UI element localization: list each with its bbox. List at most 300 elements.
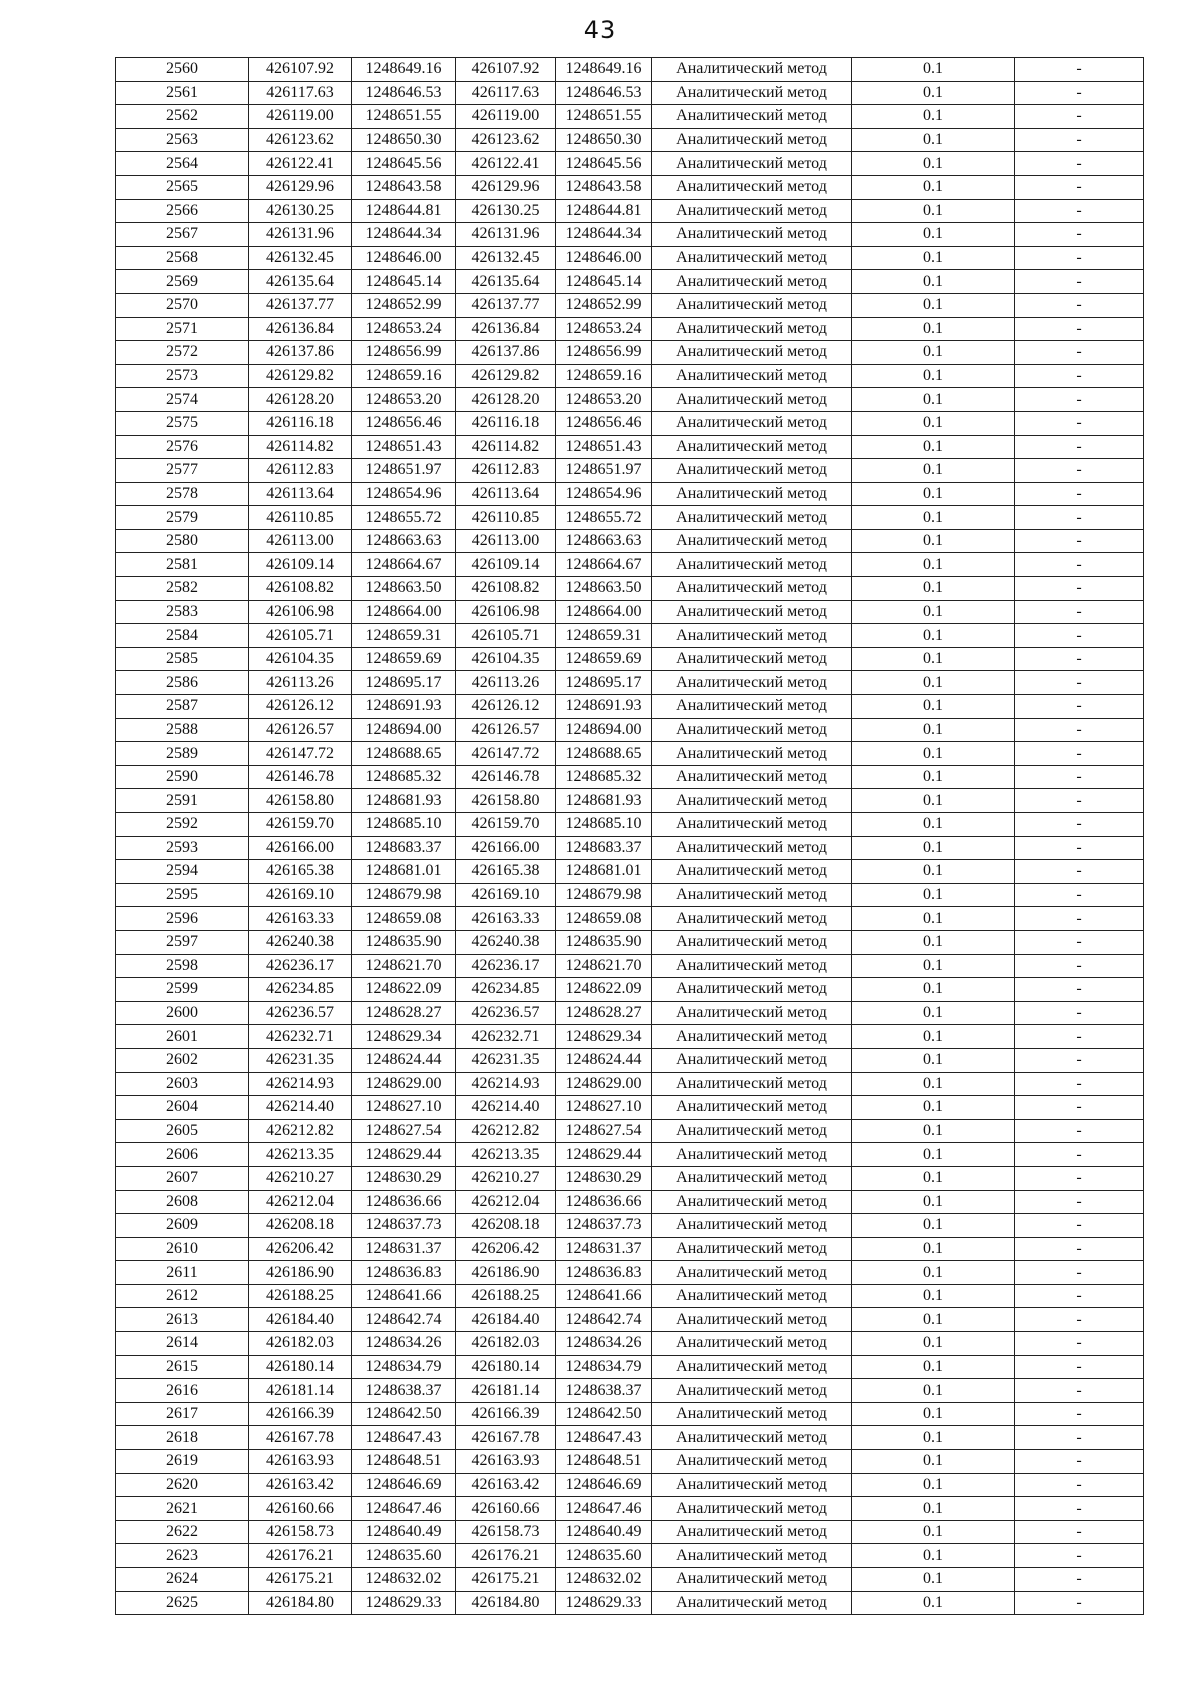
y1-cell: 1248636.66 [352,1190,456,1214]
point-number-cell: 2564 [116,152,249,176]
point-number-cell: 2600 [116,1001,249,1025]
point-number-cell: 2582 [116,577,249,601]
point-number-cell: 2593 [116,836,249,860]
x1-cell: 426137.77 [249,293,352,317]
accuracy-cell: 0.1 [852,883,1015,907]
method-cell: Аналитический метод [652,1284,852,1308]
table-row [116,270,1144,294]
accuracy-cell: 0.1 [852,1001,1015,1025]
x2-cell: 426136.84 [456,317,556,341]
accuracy-cell: 0.1 [852,1214,1015,1238]
table-row [116,1568,1144,1592]
y1-cell: 1248659.08 [352,907,456,931]
y2-cell: 1248629.44 [556,1143,652,1167]
x2-cell: 426137.77 [456,293,556,317]
method-cell: Аналитический метод [652,954,852,978]
method-cell: Аналитический метод [652,1096,852,1120]
method-cell: Аналитический метод [652,1025,852,1049]
method-cell: Аналитический метод [652,388,852,412]
method-cell: Аналитический метод [652,1332,852,1356]
x2-cell: 426128.20 [456,388,556,412]
accuracy-cell: 0.1 [852,1332,1015,1356]
y2-cell: 1248681.01 [556,860,652,884]
y1-cell: 1248681.93 [352,789,456,813]
point-number-cell: 2621 [116,1497,249,1521]
table-row [116,1119,1144,1143]
method-cell: Аналитический метод [652,1143,852,1167]
method-cell: Аналитический метод [652,317,852,341]
y1-cell: 1248656.46 [352,411,456,435]
note-cell: - [1015,742,1144,766]
accuracy-cell: 0.1 [852,81,1015,105]
point-number-cell: 2616 [116,1379,249,1403]
x2-cell: 426214.93 [456,1072,556,1096]
accuracy-cell: 0.1 [852,718,1015,742]
table-row [116,1402,1144,1426]
note-cell: - [1015,199,1144,223]
x1-cell: 426175.21 [249,1568,352,1592]
x2-cell: 426117.63 [456,81,556,105]
x1-cell: 426186.90 [249,1261,352,1285]
x1-cell: 426214.93 [249,1072,352,1096]
note-cell: - [1015,553,1144,577]
method-cell: Аналитический метод [652,1190,852,1214]
x2-cell: 426146.78 [456,765,556,789]
x2-cell: 426182.03 [456,1332,556,1356]
x2-cell: 426109.14 [456,553,556,577]
accuracy-cell: 0.1 [852,58,1015,82]
y1-cell: 1248653.24 [352,317,456,341]
point-number-cell: 2603 [116,1072,249,1096]
accuracy-cell: 0.1 [852,930,1015,954]
table-row [116,624,1144,648]
x1-cell: 426234.85 [249,978,352,1002]
x1-cell: 426165.38 [249,860,352,884]
x2-cell: 426105.71 [456,624,556,648]
note-cell: - [1015,836,1144,860]
y1-cell: 1248635.90 [352,930,456,954]
x1-cell: 426137.86 [249,341,352,365]
table-row [116,388,1144,412]
table-body [116,58,1144,1615]
method-cell: Аналитический метод [652,1426,852,1450]
note-cell: - [1015,1473,1144,1497]
point-number-cell: 2611 [116,1261,249,1285]
y1-cell: 1248679.98 [352,883,456,907]
x1-cell: 426147.72 [249,742,352,766]
accuracy-cell: 0.1 [852,128,1015,152]
point-number-cell: 2624 [116,1568,249,1592]
point-number-cell: 2569 [116,270,249,294]
x1-cell: 426129.96 [249,175,352,199]
point-number-cell: 2588 [116,718,249,742]
method-cell: Аналитический метод [652,1520,852,1544]
table-row [116,1072,1144,1096]
accuracy-cell: 0.1 [852,624,1015,648]
y2-cell: 1248651.55 [556,105,652,129]
x1-cell: 426166.00 [249,836,352,860]
note-cell: - [1015,1450,1144,1474]
method-cell: Аналитический метод [652,553,852,577]
x1-cell: 426135.64 [249,270,352,294]
x1-cell: 426163.93 [249,1450,352,1474]
point-number-cell: 2575 [116,411,249,435]
y1-cell: 1248627.10 [352,1096,456,1120]
y1-cell: 1248640.49 [352,1520,456,1544]
x2-cell: 426169.10 [456,883,556,907]
accuracy-cell: 0.1 [852,1355,1015,1379]
x1-cell: 426166.39 [249,1402,352,1426]
y2-cell: 1248629.34 [556,1025,652,1049]
note-cell: - [1015,671,1144,695]
method-cell: Аналитический метод [652,1048,852,1072]
note-cell: - [1015,765,1144,789]
table-row [116,411,1144,435]
y2-cell: 1248632.02 [556,1568,652,1592]
x2-cell: 426181.14 [456,1379,556,1403]
note-cell: - [1015,1119,1144,1143]
method-cell: Аналитический метод [652,671,852,695]
accuracy-cell: 0.1 [852,341,1015,365]
x2-cell: 426212.82 [456,1119,556,1143]
y2-cell: 1248629.33 [556,1591,652,1615]
table-row [116,1591,1144,1615]
x2-cell: 426236.17 [456,954,556,978]
x1-cell: 426236.57 [249,1001,352,1025]
x1-cell: 426163.42 [249,1473,352,1497]
table-row [116,553,1144,577]
x2-cell: 426160.66 [456,1497,556,1521]
table-row [116,1308,1144,1332]
method-cell: Аналитический метод [652,341,852,365]
accuracy-cell: 0.1 [852,1119,1015,1143]
y2-cell: 1248650.30 [556,128,652,152]
table-row [116,529,1144,553]
point-number-cell: 2599 [116,978,249,1002]
x2-cell: 426135.64 [456,270,556,294]
method-cell: Аналитический метод [652,1591,852,1615]
accuracy-cell: 0.1 [852,199,1015,223]
method-cell: Аналитический метод [652,742,852,766]
method-cell: Аналитический метод [652,695,852,719]
point-number-cell: 2565 [116,175,249,199]
accuracy-cell: 0.1 [852,1402,1015,1426]
point-number-cell: 2607 [116,1166,249,1190]
point-number-cell: 2617 [116,1402,249,1426]
table-row [116,1379,1144,1403]
x1-cell: 426108.82 [249,577,352,601]
note-cell: - [1015,1284,1144,1308]
y2-cell: 1248651.43 [556,435,652,459]
y1-cell: 1248644.34 [352,223,456,247]
table-row [116,978,1144,1002]
x2-cell: 426180.14 [456,1355,556,1379]
y1-cell: 1248647.43 [352,1426,456,1450]
table-row [116,1544,1144,1568]
y1-cell: 1248621.70 [352,954,456,978]
point-number-cell: 2604 [116,1096,249,1120]
accuracy-cell: 0.1 [852,1379,1015,1403]
note-cell: - [1015,1072,1144,1096]
y2-cell: 1248653.20 [556,388,652,412]
x2-cell: 426116.18 [456,411,556,435]
accuracy-cell: 0.1 [852,293,1015,317]
y1-cell: 1248646.53 [352,81,456,105]
point-number-cell: 2596 [116,907,249,931]
y1-cell: 1248694.00 [352,718,456,742]
table-row [116,671,1144,695]
point-number-cell: 2605 [116,1119,249,1143]
y2-cell: 1248694.00 [556,718,652,742]
x2-cell: 426137.86 [456,341,556,365]
point-number-cell: 2614 [116,1332,249,1356]
x1-cell: 426130.25 [249,199,352,223]
accuracy-cell: 0.1 [852,1261,1015,1285]
y1-cell: 1248632.02 [352,1568,456,1592]
point-number-cell: 2601 [116,1025,249,1049]
page-number: 43 [583,16,617,44]
x2-cell: 426119.00 [456,105,556,129]
accuracy-cell: 0.1 [852,105,1015,129]
point-number-cell: 2567 [116,223,249,247]
accuracy-cell: 0.1 [852,600,1015,624]
method-cell: Аналитический метод [652,813,852,837]
y2-cell: 1248630.29 [556,1166,652,1190]
table-row [116,506,1144,530]
y1-cell: 1248634.26 [352,1332,456,1356]
method-cell: Аналитический метод [652,1473,852,1497]
x1-cell: 426126.12 [249,695,352,719]
y2-cell: 1248628.27 [556,1001,652,1025]
accuracy-cell: 0.1 [852,695,1015,719]
x2-cell: 426210.27 [456,1166,556,1190]
point-number-cell: 2562 [116,105,249,129]
point-number-cell: 2584 [116,624,249,648]
y2-cell: 1248656.46 [556,411,652,435]
note-cell: - [1015,1096,1144,1120]
x2-cell: 426122.41 [456,152,556,176]
point-number-cell: 2568 [116,246,249,270]
y1-cell: 1248638.37 [352,1379,456,1403]
accuracy-cell: 0.1 [852,1166,1015,1190]
accuracy-cell: 0.1 [852,364,1015,388]
accuracy-cell: 0.1 [852,1190,1015,1214]
x2-cell: 426186.90 [456,1261,556,1285]
y2-cell: 1248629.00 [556,1072,652,1096]
note-cell: - [1015,1001,1144,1025]
x2-cell: 426129.96 [456,175,556,199]
y2-cell: 1248644.81 [556,199,652,223]
y1-cell: 1248629.00 [352,1072,456,1096]
table-row [116,647,1144,671]
table-row [116,1473,1144,1497]
note-cell: - [1015,789,1144,813]
point-number-cell: 2577 [116,459,249,483]
point-number-cell: 2590 [116,765,249,789]
x2-cell: 426131.96 [456,223,556,247]
note-cell: - [1015,600,1144,624]
point-number-cell: 2620 [116,1473,249,1497]
method-cell: Аналитический метод [652,223,852,247]
accuracy-cell: 0.1 [852,813,1015,837]
x1-cell: 426184.80 [249,1591,352,1615]
method-cell: Аналитический метод [652,577,852,601]
point-number-cell: 2613 [116,1308,249,1332]
table-row [116,105,1144,129]
note-cell: - [1015,1568,1144,1592]
x1-cell: 426213.35 [249,1143,352,1167]
x1-cell: 426105.71 [249,624,352,648]
table-row [116,1143,1144,1167]
x2-cell: 426158.73 [456,1520,556,1544]
method-cell: Аналитический метод [652,529,852,553]
x1-cell: 426182.03 [249,1332,352,1356]
note-cell: - [1015,813,1144,837]
y1-cell: 1248691.93 [352,695,456,719]
y2-cell: 1248638.37 [556,1379,652,1403]
note-cell: - [1015,718,1144,742]
accuracy-cell: 0.1 [852,246,1015,270]
method-cell: Аналитический метод [652,246,852,270]
x2-cell: 426231.35 [456,1048,556,1072]
x1-cell: 426212.04 [249,1190,352,1214]
y2-cell: 1248634.79 [556,1355,652,1379]
y1-cell: 1248651.43 [352,435,456,459]
y1-cell: 1248650.30 [352,128,456,152]
x1-cell: 426119.00 [249,105,352,129]
y2-cell: 1248646.69 [556,1473,652,1497]
x1-cell: 426132.45 [249,246,352,270]
y2-cell: 1248635.60 [556,1544,652,1568]
accuracy-cell: 0.1 [852,860,1015,884]
x2-cell: 426166.39 [456,1402,556,1426]
y1-cell: 1248637.73 [352,1214,456,1238]
note-cell: - [1015,577,1144,601]
note-cell: - [1015,128,1144,152]
x2-cell: 426232.71 [456,1025,556,1049]
point-number-cell: 2581 [116,553,249,577]
point-number-cell: 2622 [116,1520,249,1544]
x1-cell: 426158.73 [249,1520,352,1544]
y2-cell: 1248659.16 [556,364,652,388]
accuracy-cell: 0.1 [852,978,1015,1002]
table-row [116,765,1144,789]
accuracy-cell: 0.1 [852,765,1015,789]
note-cell: - [1015,388,1144,412]
x1-cell: 426114.82 [249,435,352,459]
note-cell: - [1015,1402,1144,1426]
point-number-cell: 2587 [116,695,249,719]
x1-cell: 426113.26 [249,671,352,695]
table-row [116,128,1144,152]
y1-cell: 1248629.33 [352,1591,456,1615]
note-cell: - [1015,506,1144,530]
x1-cell: 426106.98 [249,600,352,624]
note-cell: - [1015,695,1144,719]
x2-cell: 426163.33 [456,907,556,931]
note-cell: - [1015,1379,1144,1403]
method-cell: Аналитический метод [652,789,852,813]
x2-cell: 426234.85 [456,978,556,1002]
method-cell: Аналитический метод [652,1261,852,1285]
note-cell: - [1015,1143,1144,1167]
y1-cell: 1248685.10 [352,813,456,837]
x1-cell: 426113.64 [249,482,352,506]
x1-cell: 426126.57 [249,718,352,742]
note-cell: - [1015,364,1144,388]
y1-cell: 1248681.01 [352,860,456,884]
y2-cell: 1248688.65 [556,742,652,766]
method-cell: Аналитический метод [652,152,852,176]
y1-cell: 1248641.66 [352,1284,456,1308]
accuracy-cell: 0.1 [852,1025,1015,1049]
y1-cell: 1248664.00 [352,600,456,624]
method-cell: Аналитический метод [652,836,852,860]
accuracy-cell: 0.1 [852,482,1015,506]
y2-cell: 1248656.99 [556,341,652,365]
y2-cell: 1248653.24 [556,317,652,341]
accuracy-cell: 0.1 [852,1544,1015,1568]
x2-cell: 426176.21 [456,1544,556,1568]
accuracy-cell: 0.1 [852,789,1015,813]
y2-cell: 1248637.73 [556,1214,652,1238]
table-row [116,175,1144,199]
y1-cell: 1248685.32 [352,765,456,789]
note-cell: - [1015,105,1144,129]
note-cell: - [1015,1214,1144,1238]
accuracy-cell: 0.1 [852,1426,1015,1450]
x1-cell: 426163.33 [249,907,352,931]
note-cell: - [1015,1591,1144,1615]
y2-cell: 1248644.34 [556,223,652,247]
method-cell: Аналитический метод [652,81,852,105]
note-cell: - [1015,954,1144,978]
table-row [116,246,1144,270]
y2-cell: 1248621.70 [556,954,652,978]
y1-cell: 1248642.74 [352,1308,456,1332]
note-cell: - [1015,293,1144,317]
table-row [116,317,1144,341]
y1-cell: 1248659.16 [352,364,456,388]
method-cell: Аналитический метод [652,1450,852,1474]
table-row [116,1426,1144,1450]
accuracy-cell: 0.1 [852,577,1015,601]
accuracy-cell: 0.1 [852,836,1015,860]
note-cell: - [1015,907,1144,931]
x1-cell: 426184.40 [249,1308,352,1332]
accuracy-cell: 0.1 [852,1308,1015,1332]
x1-cell: 426136.84 [249,317,352,341]
table-row [116,577,1144,601]
x1-cell: 426117.63 [249,81,352,105]
y2-cell: 1248642.74 [556,1308,652,1332]
x2-cell: 426159.70 [456,813,556,837]
x2-cell: 426107.92 [456,58,556,82]
method-cell: Аналитический метод [652,58,852,82]
x2-cell: 426236.57 [456,1001,556,1025]
y2-cell: 1248627.54 [556,1119,652,1143]
y1-cell: 1248653.20 [352,388,456,412]
accuracy-cell: 0.1 [852,459,1015,483]
y1-cell: 1248631.37 [352,1237,456,1261]
table-row [116,1001,1144,1025]
note-cell: - [1015,482,1144,506]
point-number-cell: 2576 [116,435,249,459]
y1-cell: 1248644.81 [352,199,456,223]
table-row [116,718,1144,742]
note-cell: - [1015,883,1144,907]
x2-cell: 426110.85 [456,506,556,530]
